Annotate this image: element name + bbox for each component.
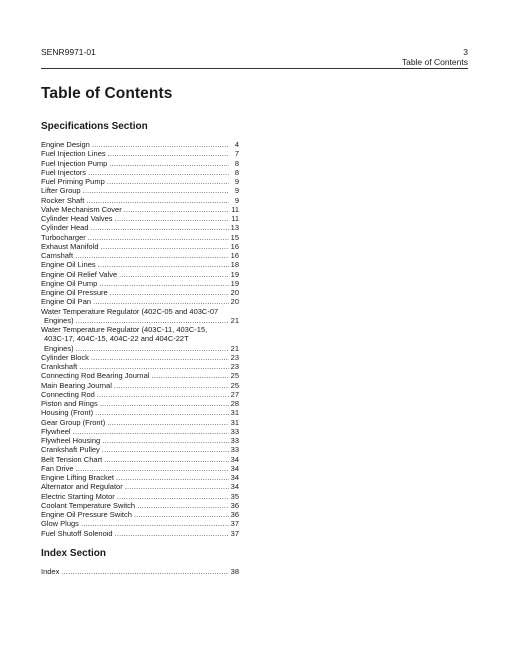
toc-entry[interactable]: [41, 270, 239, 279]
dot-leader: [91, 353, 229, 362]
toc-entry-page: 37: [230, 528, 239, 538]
dot-leader: [107, 177, 229, 186]
dot-leader: [88, 233, 229, 242]
toc-entry-page: 18: [230, 260, 239, 270]
toc-entry[interactable]: [41, 205, 239, 214]
toc-entry-page: 16: [230, 241, 239, 251]
toc-entry[interactable]: [41, 251, 239, 260]
dot-leader: [86, 196, 229, 205]
toc-entry-title: Connecting Rod: [41, 389, 95, 399]
toc-entry[interactable]: [41, 233, 239, 242]
dot-leader: [83, 186, 229, 195]
toc-entry[interactable]: [41, 353, 239, 362]
dot-leader: [81, 519, 229, 528]
toc-entry-page: 21: [230, 315, 239, 325]
dot-leader: [108, 149, 229, 158]
dot-leader: [114, 381, 229, 390]
dot-leader: [119, 270, 229, 279]
toc-entry-page: 9: [234, 177, 239, 186]
header-divider: [41, 68, 468, 69]
toc-entry-page: 36: [230, 500, 239, 510]
toc-entry[interactable]: [41, 186, 239, 195]
dot-leader: [124, 205, 229, 214]
toc-entry-title: Crankshaft: [41, 362, 78, 371]
toc-entry-page: 9: [234, 195, 239, 205]
dot-leader: [104, 455, 229, 464]
toc-entry-page: 31: [230, 417, 239, 427]
toc-entry-title: Lifter Group: [41, 186, 81, 196]
toc-entry-title: 403C-17, 404C-15, 404C-22 and 404C-22T: [44, 334, 189, 344]
toc-entry-page: 7: [234, 149, 239, 159]
toc-entry-page: 25: [230, 371, 239, 381]
toc-entry[interactable]: [41, 482, 239, 491]
toc-entry[interactable]: [41, 140, 239, 149]
toc-entry-title: Water Temperature Regulator (403C-11, 403C-15,: [41, 325, 208, 334]
document-code: SENR9971-01: [41, 47, 96, 57]
toc-entry[interactable]: [41, 418, 239, 427]
section-title-specifications: Specifications Section: [41, 121, 148, 132]
dot-leader: [76, 316, 229, 325]
toc-entry-title: Flywheel Housing: [41, 436, 101, 445]
toc-entry-title: Housing (Front): [41, 408, 94, 418]
toc-entry[interactable]: [41, 260, 239, 269]
dot-leader: [110, 288, 229, 297]
toc-entry[interactable]: [41, 399, 239, 408]
toc-entry-title: Fuel Injectors: [41, 167, 87, 177]
toc-entry[interactable]: [41, 390, 239, 399]
toc-entry-title: Piston and Rings: [41, 399, 98, 408]
dot-leader: [91, 223, 229, 232]
toc-entry-title: Crankshaft Pulley: [41, 445, 100, 455]
toc-entry-title: Engines): [44, 343, 74, 353]
toc-entry-title: Engine Oil Pressure Switch: [41, 510, 132, 519]
dot-leader: [102, 436, 228, 445]
dot-leader: [95, 408, 229, 417]
toc-entry-title: Camshaft: [41, 251, 74, 260]
toc-entry-page: 15: [230, 232, 239, 242]
toc-entry-page: 20: [230, 297, 239, 307]
toc-entry[interactable]: [41, 168, 239, 177]
dot-leader: [100, 399, 229, 408]
dot-leader: [115, 214, 229, 223]
dot-leader: [117, 492, 229, 501]
toc-entry[interactable]: [41, 214, 239, 223]
toc-entry-line[interactable]: [41, 307, 239, 316]
toc-entry[interactable]: [41, 316, 239, 325]
toc-entry-page: 27: [230, 389, 239, 399]
toc-entry-title: Rocker Shaft: [41, 195, 85, 205]
toc-entry-title: Connecting Rod Bearing Journal: [41, 371, 150, 381]
toc-entry-title: Cylinder Head Valves: [41, 214, 113, 223]
toc-entry[interactable]: [41, 501, 239, 510]
dot-leader: [151, 371, 228, 380]
toc-entry-page: 33: [230, 436, 239, 445]
dot-leader: [88, 168, 229, 177]
toc-entry-title: Turbocharger: [41, 232, 86, 242]
toc-entry-page: 28: [230, 399, 239, 408]
dot-leader: [115, 529, 229, 538]
toc-entry-title: Main Bearing Journal: [41, 380, 112, 390]
toc-entry-title: Engine Oil Lines: [41, 260, 96, 270]
toc-entry[interactable]: [41, 159, 239, 168]
toc-entry-page: 25: [230, 380, 239, 390]
toc-entry-page: 34: [230, 454, 239, 464]
dot-leader: [97, 390, 229, 399]
dot-leader: [79, 362, 228, 371]
toc-entry-title: Coolant Temperature Switch: [41, 500, 136, 510]
toc-entry[interactable]: [41, 362, 239, 371]
dot-leader: [92, 140, 229, 149]
toc-entry-page: 11: [231, 214, 239, 223]
toc-entry[interactable]: [41, 223, 239, 232]
toc-entry-title: Fuel Injection Lines: [41, 149, 106, 159]
toc-entry-title: Fuel Priming Pump: [41, 177, 105, 186]
dot-leader: [134, 510, 229, 519]
toc-entry-title: Engine Lifting Bracket: [41, 473, 114, 482]
toc-entry-page: 23: [230, 362, 239, 371]
section-title-index: Index Section: [41, 548, 107, 559]
toc-entry[interactable]: [41, 427, 239, 436]
toc-entry[interactable]: [41, 288, 239, 297]
toc-entry[interactable]: [41, 455, 239, 464]
toc-entry-title: Engine Oil Pan: [41, 297, 92, 307]
toc-entry[interactable]: [41, 464, 239, 473]
dot-leader: [125, 482, 229, 491]
toc-entry-page: 34: [230, 482, 239, 492]
dot-leader: [107, 418, 228, 427]
toc-entry[interactable]: [41, 297, 239, 306]
toc-entry-title: Fan Drive: [41, 463, 74, 473]
toc-entry-page: 4: [234, 140, 239, 149]
toc-entry-title: Engine Oil Pressure: [41, 288, 108, 297]
toc-entry-page: 9: [234, 186, 239, 196]
toc-entry-page: 33: [230, 445, 239, 455]
toc-entry[interactable]: [41, 371, 239, 380]
toc-entry-title: Cylinder Head: [41, 223, 89, 233]
running-title: Table of Contents: [401, 57, 468, 67]
toc-entry-line[interactable]: [41, 325, 239, 334]
toc-entry-title: Belt Tension Chart: [41, 454, 103, 464]
toc-entry-line[interactable]: [41, 334, 239, 343]
toc-entry-page: 8: [234, 158, 239, 168]
toc-entry-page: 37: [230, 519, 239, 529]
toc-entry-page: 8: [234, 167, 239, 177]
dot-leader: [102, 445, 229, 454]
toc-entry[interactable]: [41, 567, 239, 576]
toc-entry[interactable]: [41, 510, 239, 519]
toc-entry-title: Engines): [44, 315, 74, 325]
toc-entry[interactable]: [41, 177, 239, 186]
toc-entry-title: Water Temperature Regulator (402C-05 and 403C-07: [41, 306, 219, 316]
toc-entry-title: Alternator and Regulator: [41, 482, 123, 492]
toc-entry-page: 36: [230, 510, 239, 519]
toc-entry-title: Cylinder Block: [41, 352, 89, 362]
toc-entry-title: Index: [41, 567, 60, 576]
dot-leader: [137, 501, 229, 510]
dot-leader: [73, 427, 229, 436]
toc-entry[interactable]: [41, 149, 239, 158]
toc-entry-page: 19: [230, 269, 239, 279]
toc-entry-title: Flywheel: [41, 426, 71, 436]
toc-entry[interactable]: [41, 436, 239, 445]
dot-leader: [116, 473, 229, 482]
toc-entry-page: 34: [230, 463, 239, 473]
toc-entry-title: Engine Oil Pump: [41, 278, 98, 288]
page-number: 3: [463, 47, 468, 57]
dot-leader: [98, 260, 229, 269]
dot-leader: [76, 344, 229, 353]
dot-leader: [109, 159, 229, 168]
toc-entry[interactable]: [41, 473, 239, 482]
toc-entry[interactable]: [41, 492, 239, 501]
toc-entry[interactable]: [41, 381, 239, 390]
toc-entry-page: 13: [230, 223, 239, 233]
toc-entry-title: Fuel Shutoff Solenoid: [41, 528, 113, 538]
dot-leader: [76, 464, 229, 473]
toc-entry-title: Gear Group (Front): [41, 417, 106, 427]
toc-entry-page: 21: [230, 343, 239, 353]
toc-entry-title: Engine Oil Relief Valve: [41, 269, 118, 279]
toc-entry[interactable]: [41, 279, 239, 288]
dot-leader: [99, 279, 228, 288]
page-title: Table of Contents: [41, 85, 173, 102]
toc-entry-page: 19: [230, 278, 239, 288]
toc-entry-page: 35: [230, 491, 239, 501]
toc-list-index: [41, 567, 239, 576]
toc-entry-title: Exhaust Manifold: [41, 241, 99, 251]
toc-entry-title: Glow Plugs: [41, 519, 79, 529]
toc-entry-title: Electric Starting Motor: [41, 491, 115, 501]
toc-entry-title: Fuel Injection Pump: [41, 158, 108, 168]
toc-entry-page: 23: [230, 352, 239, 362]
toc-entry-page: 11: [231, 204, 239, 214]
toc-entry[interactable]: [41, 408, 239, 417]
toc-entry[interactable]: [41, 242, 239, 251]
toc-entry[interactable]: [41, 196, 239, 205]
toc-entry-page: 16: [230, 251, 239, 260]
toc-entry[interactable]: [41, 344, 239, 353]
dot-leader: [93, 297, 229, 306]
toc-entry-page: 33: [230, 426, 239, 436]
dot-leader: [101, 242, 229, 251]
toc-entry-title: Valve Mechanism Cover: [41, 204, 122, 214]
dot-leader: [61, 567, 228, 576]
toc-entry[interactable]: [41, 445, 239, 454]
toc-entry-page: 20: [230, 288, 239, 297]
toc-entry-title: Engine Design: [41, 140, 90, 149]
toc-entry[interactable]: [41, 529, 239, 538]
toc-entry-page: 34: [230, 473, 239, 482]
toc-entry-page: 38: [230, 567, 239, 576]
toc-list-specifications: [41, 140, 239, 538]
toc-entry[interactable]: [41, 519, 239, 528]
toc-entry-page: 31: [230, 408, 239, 418]
dot-leader: [75, 251, 229, 260]
